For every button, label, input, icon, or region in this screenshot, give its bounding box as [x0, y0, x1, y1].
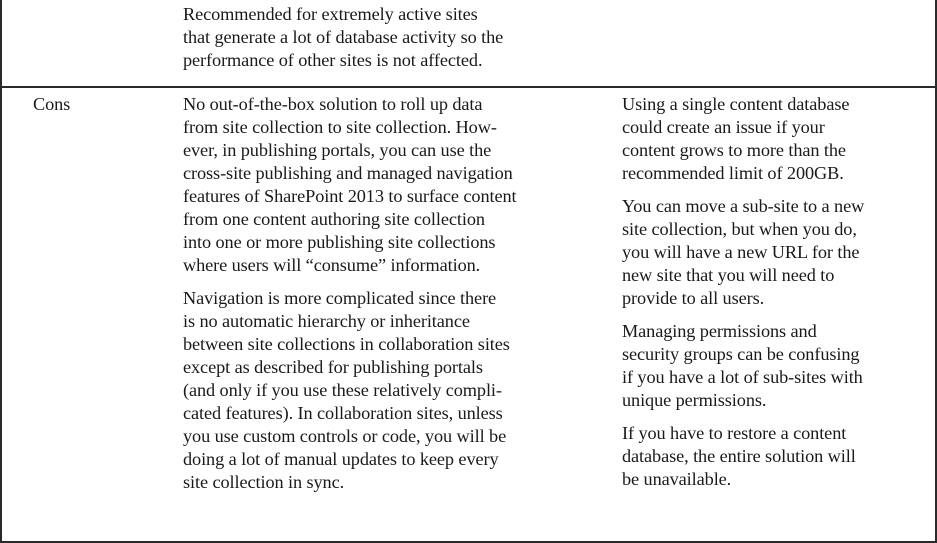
- text-line: If you have to restore a content: [622, 423, 847, 443]
- cons-right-paragraph-4: [622, 422, 922, 491]
- text-line: ever, in publishing portals, you can use the: [183, 140, 492, 160]
- top-row-line-3: performance of other sites is not affected.: [183, 50, 483, 70]
- text-line: recommended limit of 200GB.: [622, 163, 844, 183]
- text-line: site collection in sync.: [183, 472, 345, 492]
- text-line: security groups can be confusing: [622, 344, 860, 364]
- cons-right-paragraph-3: [622, 320, 922, 412]
- text-line: (and only if you use these relatively compli-: [183, 380, 502, 400]
- text-line: doing a lot of manual updates to keep every: [183, 449, 499, 469]
- text-line: could create an issue if your: [622, 117, 825, 137]
- text-line: cross-site publishing and managed navigation: [183, 163, 513, 183]
- top-row-middle-cell: [183, 3, 603, 72]
- cons-middle-cell: [183, 93, 603, 494]
- top-row-line-1: Recommended for extremely active sites: [183, 4, 478, 24]
- text-line: you will have a new URL for the: [622, 242, 860, 262]
- text-line: content grows to more than the: [622, 140, 846, 160]
- cons-middle-paragraph-1: [183, 93, 603, 277]
- cons-right-paragraph-2: [622, 195, 922, 310]
- cons-right-paragraph-1: [622, 93, 922, 185]
- text-line: from one content authoring site collection: [183, 209, 485, 229]
- text-line: unique permissions.: [622, 390, 767, 410]
- text-line: features of SharePoint 2013 to surface content: [183, 186, 517, 206]
- text-line: except as described for publishing portals: [183, 357, 483, 377]
- text-line: new site that you will need to: [622, 265, 835, 285]
- row-divider: [0, 86, 937, 88]
- text-line: Using a single content database: [622, 94, 850, 114]
- cons-right-cell: [622, 93, 922, 491]
- text-line: between site collections in collaboration sites: [183, 334, 510, 354]
- text-line: is no automatic hierarchy or inheritance: [183, 311, 470, 331]
- cons-label: Cons: [33, 94, 71, 114]
- text-line: You can move a sub-site to a new: [622, 196, 865, 216]
- text-line: database, the entire solution will: [622, 446, 856, 466]
- text-line: No out-of-the-box solution to roll up data: [183, 94, 483, 114]
- table-border-left: [0, 0, 2, 543]
- text-line: you use custom controls or code, you will be: [183, 426, 507, 446]
- text-line: if you have a lot of sub-sites with: [622, 367, 863, 387]
- text-line: provide to all users.: [622, 288, 765, 308]
- text-line: where users will “consume” information.: [183, 255, 481, 275]
- text-line: Managing permissions and: [622, 321, 817, 341]
- text-line: Navigation is more complicated since there: [183, 288, 497, 308]
- text-line: cated features). In collaboration sites, unless: [183, 403, 503, 423]
- text-line: be unavailable.: [622, 469, 732, 489]
- text-line: from site collection to site collection. How-: [183, 117, 497, 137]
- text-line: site collection, but when you do,: [622, 219, 857, 239]
- text-line: into one or more publishing site collections: [183, 232, 496, 252]
- top-row-line-2: that generate a lot of database activity so the: [183, 27, 504, 47]
- cons-middle-paragraph-2: [183, 287, 603, 494]
